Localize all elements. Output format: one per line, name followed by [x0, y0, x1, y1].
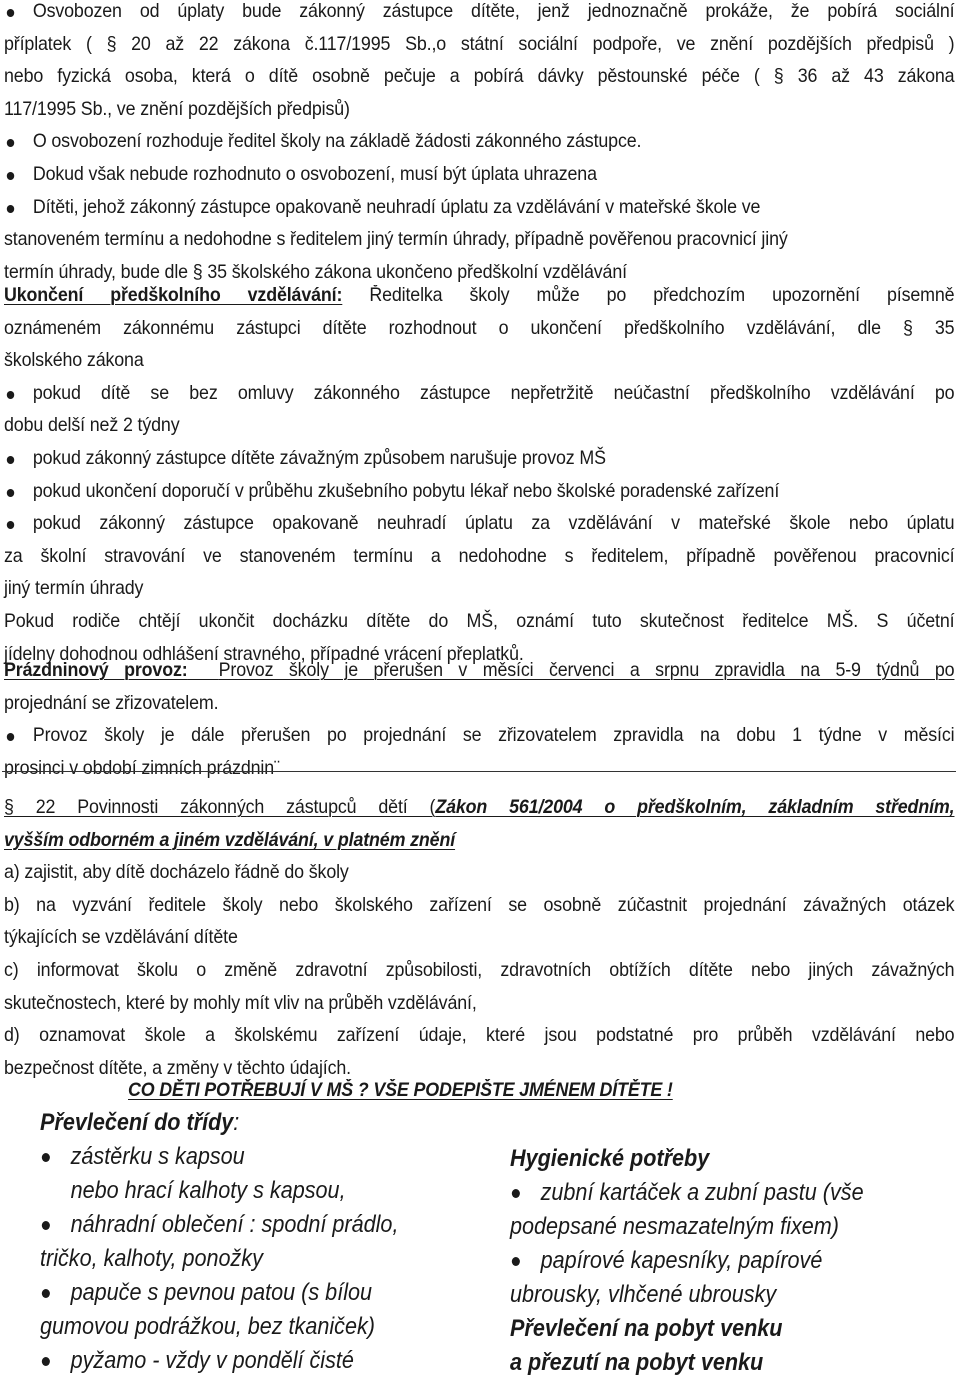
text-line	[4, 792, 954, 825]
section-heading: § 22 Povinnosti zákonných zástupců dětí (Zákon 561/2004 o předškolním, základním středním,	[4, 797, 955, 818]
text-line: nebo hrací kalhoty s kapsou,	[70, 1177, 346, 1204]
list-item: Dokud však nebude rozhodnuto o osvobození, musí být úplata uhrazena	[4, 159, 954, 192]
text-line: projednání se zřizovatelem.	[4, 692, 219, 714]
text-line: a přezutí na pobyt venku	[510, 1349, 764, 1376]
list-item: Provoz školy je dále přerušen po projednání se zřizovatelem zpravidla na dobu 1 týdne v měsíci	[4, 720, 954, 753]
text-line: b) na vyzvání ředitele školy nebo školského zařízení se osobně zúčastnit projednání závažných otázek	[4, 894, 955, 916]
list-item: Dítěti, jehož zákonný zástupce opakovaně neuhradí úplatu za vzdělávání v mateřské škole ve	[4, 192, 954, 225]
obligations-section	[4, 792, 954, 1085]
text-line: 117/1995 Sb., ve znění pozdějších předpisů)	[4, 98, 350, 120]
text-line	[4, 655, 954, 688]
text-line: oznámeném zákonnému zástupci dítěte rozhodnout o ukončení předškolního vzdělávání, dle § 35	[4, 317, 955, 339]
list-item: zubní kartáček a zubní pastu (vše	[510, 1176, 960, 1210]
list-item: pokud dítě se bez omluvy zákonného zástupce nepřetržitě neúčastní předškolního vzdělávání po	[4, 378, 954, 411]
text-line: ubrousky, vlhčené ubrousky	[510, 1281, 777, 1308]
text-line: týkajících se vzdělávání dítěte	[4, 927, 238, 949]
text-line: tričko, kalhoty, ponožky	[40, 1245, 263, 1272]
list-item: papuče s pevnou patou (s bílou	[40, 1276, 539, 1310]
text-line: a) zajistit, aby dítě docházelo řádně do školy	[4, 862, 349, 884]
list-item: pokud zákonný zástupce dítěte závažným způsobem narušuje provoz MŠ	[4, 443, 954, 476]
termination-section	[4, 280, 954, 671]
text-line: školského zákona	[4, 350, 144, 372]
text-line: skutečnostech, které by mohly mít vliv na průběh vzdělávání,	[4, 992, 477, 1014]
text-line: prosinci v období zimních prázdnin¨	[4, 757, 280, 779]
text-line: termín úhrady, bude dle § 35 školského zákona ukončeno předškolní vzdělávání	[4, 261, 627, 283]
fee-exemption-section	[4, 0, 954, 289]
text-line: c) informovat školu o změně zdravotní způsobilosti, zdravotních obtížích dítěte nebo jiných závažných	[4, 959, 955, 981]
text-line: gumovou podrážkou, bez tkaniček)	[40, 1313, 375, 1340]
list-item: pokud ukončení doporučí v průběhu zkušebního pobytu lékař nebo školské poradenské zařízení	[4, 476, 954, 509]
list-item: pyžamo - vždy v pondělí čisté	[40, 1344, 539, 1378]
text-line: jiný termín úhrady	[4, 578, 144, 600]
holiday-section	[4, 655, 954, 785]
text-line: stanoveném termínu a nedohodne s ředitelem jiný termín úhrady, případně pověřenou pracovnicí jiný	[4, 229, 788, 251]
list-item: O osvobození rozhoduje ředitel školy na základě žádosti zákonného zástupce.	[4, 126, 954, 159]
text-line: Osvobozen od úplaty bude zákonný zástupce dítěte, jenž jednoznačně prokáže, že pobírá sociální	[32, 1, 955, 22]
section-heading: Ukončení předškolního vzdělávání:	[4, 285, 343, 306]
list-item: pokud zákonný zástupce opakovaně neuhradí úplatu za vzdělávání v mateřské škole nebo úplatu	[4, 508, 954, 541]
text-line: nebo fyzická osoba, která o dítě osobně pečuje a pobírá dávky pěstounské péče ( § 36 až 43 zákona	[4, 66, 955, 88]
left-heading: Převlečení do třídy:	[40, 1109, 240, 1136]
text-line: za školní stravování ve stanoveném termínu a nedohodne s ředitelem, případně pověřenou pracovnicí	[4, 545, 955, 567]
text-line: Ukončení předškolního vzdělávání: Ředitelka školy může po předchozím upozornění písemně	[4, 285, 955, 306]
text-line: d) oznamovat škole a školskému zařízení údaje, které jsou podstatné pro průběh vzdělávání nebo	[4, 1025, 955, 1047]
right-heading: Hygienické potřeby	[510, 1145, 710, 1172]
text-line: vyšším odborném a jiném vzdělávání, v platném znění	[4, 829, 456, 851]
text-line: jídelny dohodnou odhlášení stravného, případné vrácení přeplatků.	[4, 643, 524, 665]
text-line: Převlečení na pobyt venku	[510, 1315, 783, 1342]
needs-title: CO DĚTI POTŘEBUJÍ V MŠ ? VŠE PODEPIŠTE JMÉNEM DÍTĚTE !	[128, 1080, 673, 1101]
list-item: papírové kapesníky, papírové	[510, 1244, 960, 1278]
list-item	[4, 0, 954, 29]
text-line: dobu delší než 2 týdny	[4, 415, 180, 437]
section-heading: Prázdninový provoz: Provoz školy je přerušen v měsíci červenci a srpnu zpravidla na 5-9 týdnů po	[4, 660, 955, 681]
list-item: náhradní oblečení : spodní prádlo,	[40, 1208, 539, 1242]
text-line: bezpečnost dítěte, a změny v těchto údajích.	[4, 1057, 352, 1079]
divider	[2, 771, 956, 772]
text-line: podepsané nesmazatelným fixem)	[510, 1213, 839, 1240]
text-line: Pokud rodiče chtějí ukončit docházku dítěte do MŠ, oznámí tuto skutečnost ředitelce MŠ. S účetní	[4, 610, 955, 632]
list-item: zástěrku s kapsou	[40, 1140, 539, 1174]
text-line: příplatek ( § 20 až 22 zákona č.117/1995 Sb.,o státní sociální podpoře, ve znění pozdějších předpisů )	[4, 33, 955, 55]
needs-title-wrap	[128, 1075, 888, 1108]
right-list	[510, 1142, 960, 1380]
